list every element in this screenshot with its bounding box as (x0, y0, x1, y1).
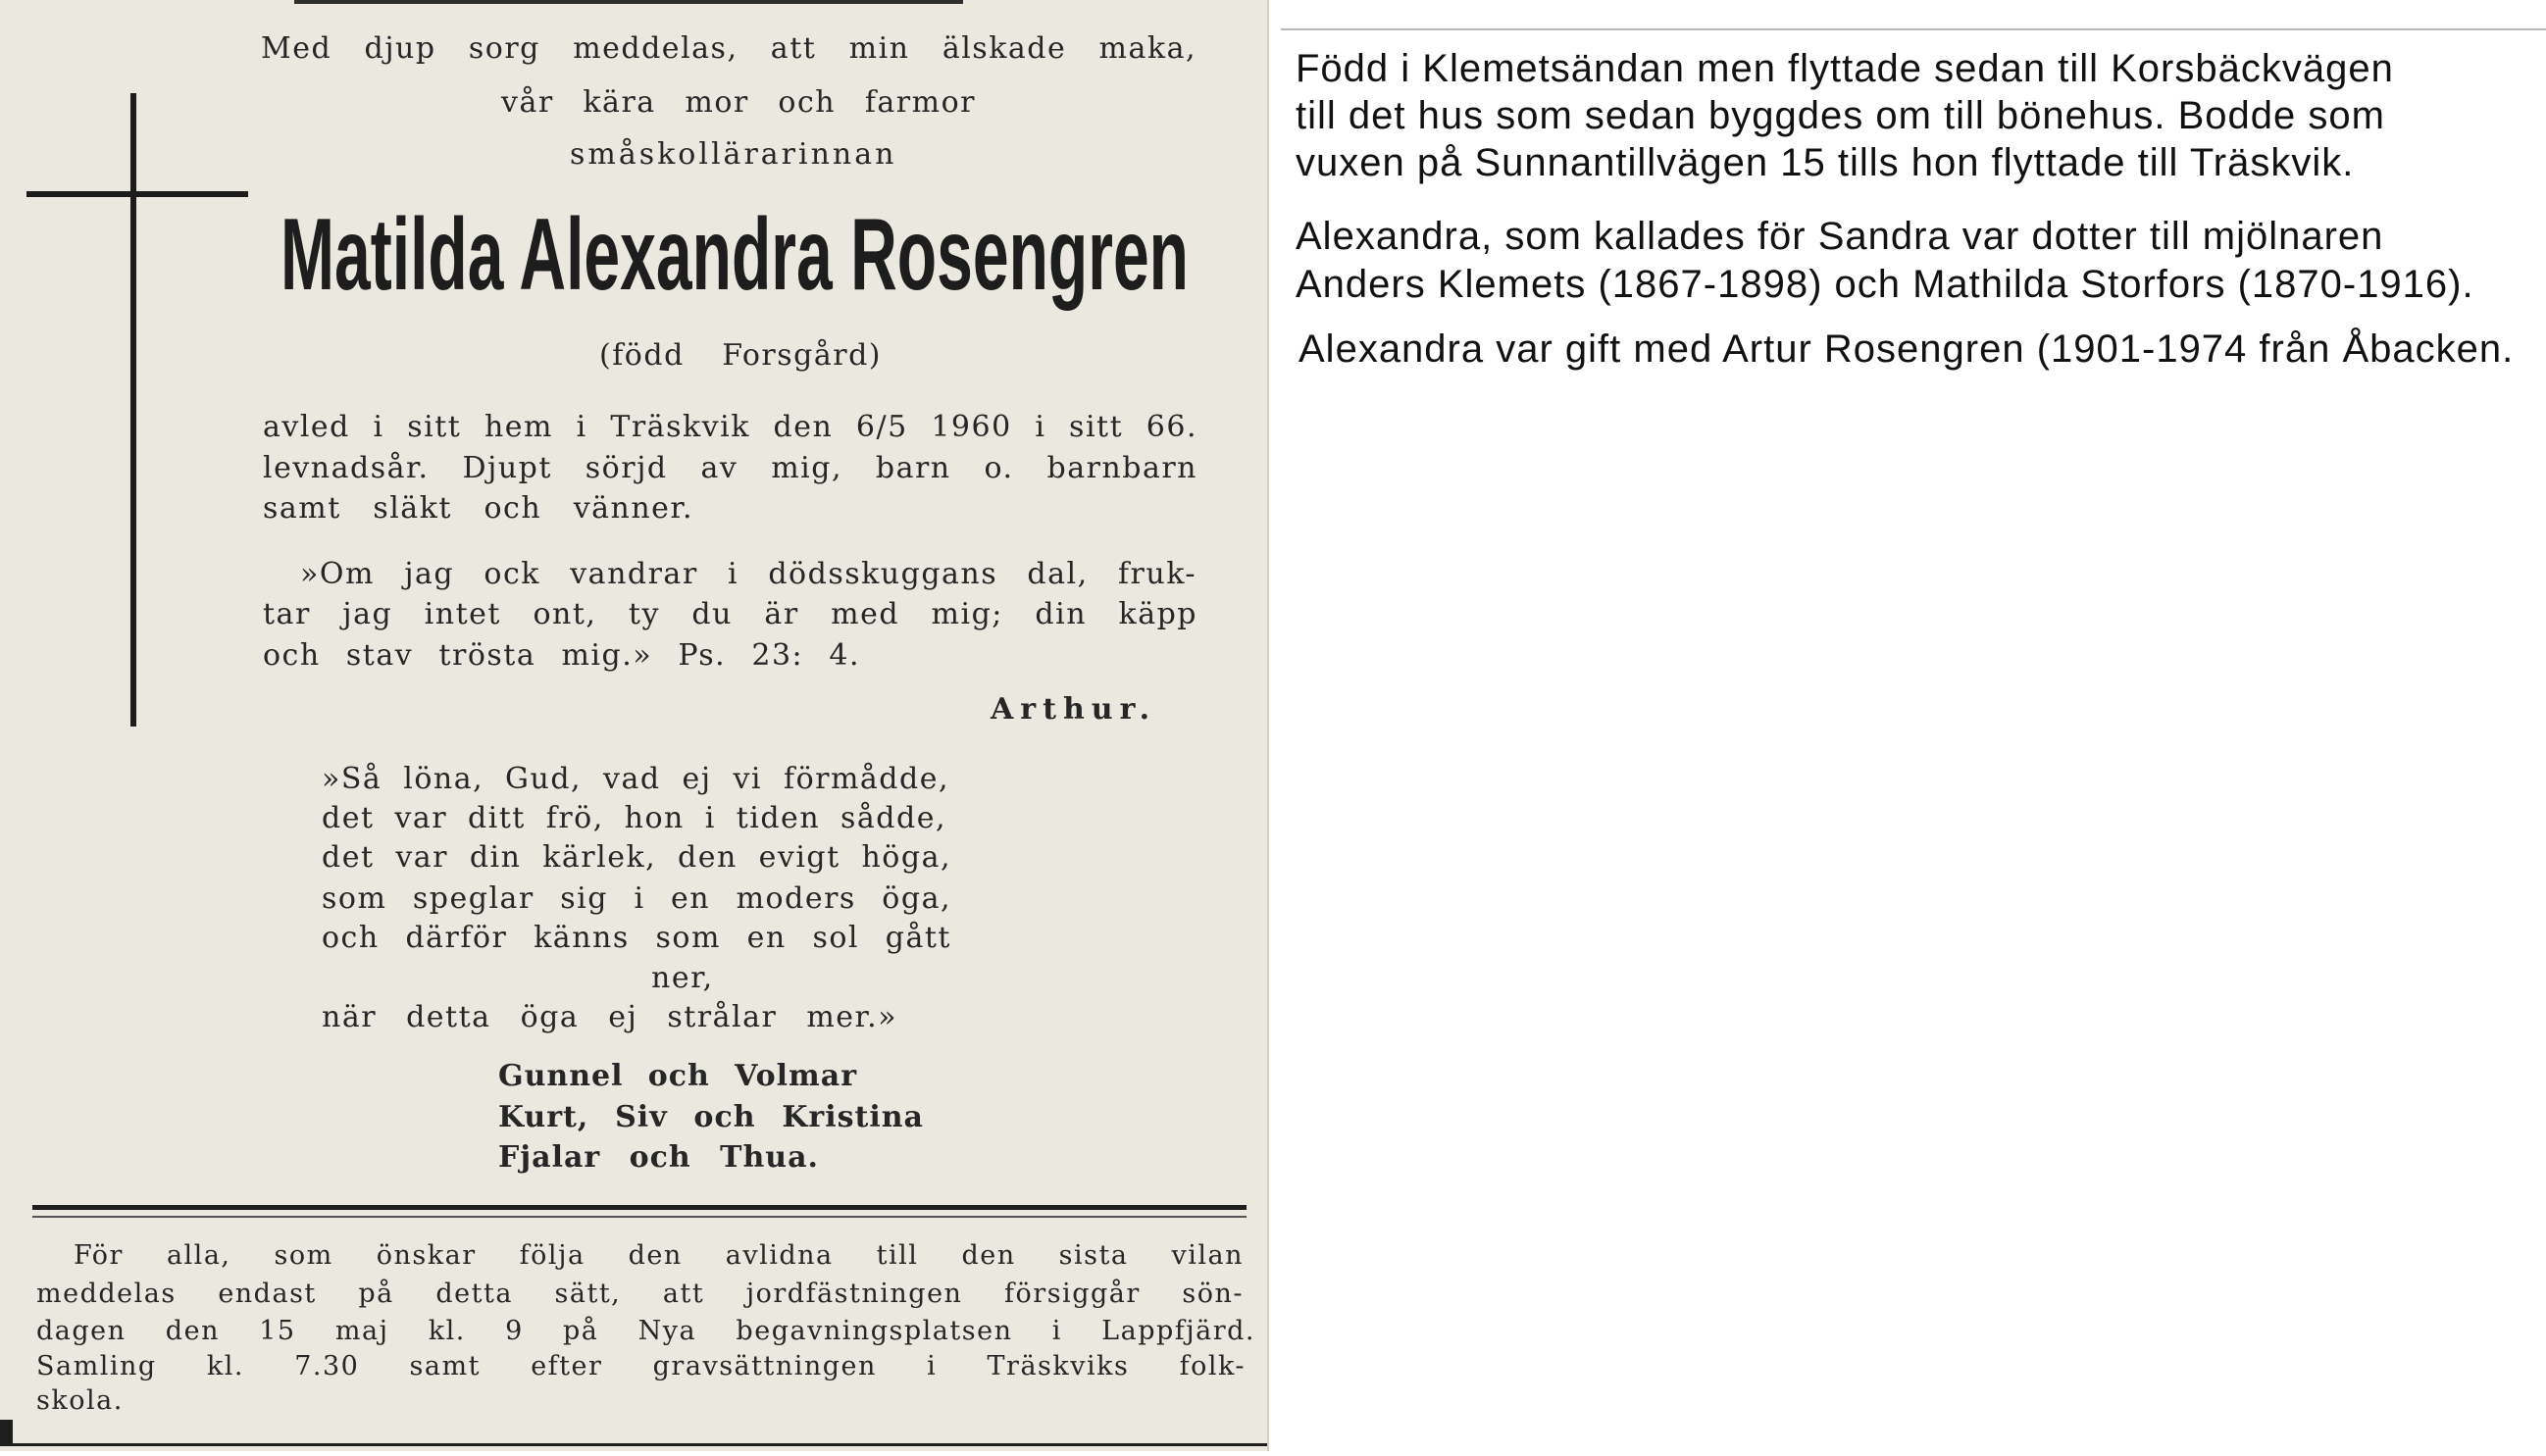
psalm-verse-line: och stav trösta mig.» Ps. 23: 4. (263, 638, 860, 673)
poem-line: det var ditt frö, hon i tiden sådde, (322, 801, 946, 835)
separator-rule-thin (32, 1216, 1247, 1218)
funeral-notice-line: För alla, som önskar följa den avlidna till den sista vilan (74, 1240, 1244, 1271)
psalm-verse-line: »Om jag ock vandrar i dödsskuggans dal, fruk- (300, 557, 1197, 591)
deceased-name: Matilda Alexandra Rosengren (280, 198, 1190, 312)
death-notice-line: samt släkt och vänner. (263, 491, 693, 526)
death-notice-line: levnadsår. Djupt sörjd av mig, barn o. barnbarn (263, 451, 1197, 485)
cross-vertical-bar (130, 93, 136, 727)
newspaper-clipping (0, 0, 1269, 1451)
note-line: till det hus som sedan byggdes om till bönehus. Bodde som (1296, 94, 2385, 137)
death-notice-line: avled i sitt hem i Träskvik den 6/5 1960 i sitt 66. (263, 410, 1197, 444)
poem-line: och därför känns som en sol gått (322, 921, 951, 955)
separator-rule (32, 1205, 1247, 1210)
intro-line: Med djup sorg meddelas, att min älskade maka, (261, 31, 1197, 66)
clipping-corner-mark (0, 1420, 13, 1445)
cross-horizontal-bar (26, 191, 248, 197)
note-line: Alexandra var gift med Artur Rosengren (1901-1974 från Åbacken. (1298, 327, 2515, 371)
note-line: Född i Klemetsändan men flyttade sedan till Korsbäckvägen (1296, 47, 2394, 90)
poem-line: ner, (651, 961, 714, 995)
poem-line: som speglar sig i en moders öga, (322, 881, 951, 916)
poem-signature-line: Kurt, Siv och Kristina (498, 1100, 924, 1134)
clipping-top-edge (294, 0, 963, 4)
verse-signature: Arthur. (991, 692, 1157, 727)
psalm-verse-line: tar jag intet ont, ty du är med mig; din käpp (263, 597, 1197, 631)
note-line: vuxen på Sunnantillvägen 15 tills hon flyttade till Träskvik. (1296, 141, 2355, 184)
maiden-name: (född Forsgård) (599, 338, 882, 373)
note-line: Alexandra, som kallades för Sandra var dotter till mjölnaren (1296, 215, 2384, 258)
funeral-notice-line: skola. (36, 1385, 124, 1416)
note-line: Anders Klemets (1867-1898) och Mathilda Storfors (1870-1916). (1296, 263, 2474, 306)
poem-signature-line: Gunnel och Volmar (498, 1059, 857, 1093)
funeral-notice-line: dagen den 15 maj kl. 9 på Nya begavningsplatsen i Lappfjärd. (36, 1316, 1255, 1346)
intro-line: vår kära mor och farmor (501, 85, 976, 120)
intro-line: småskollärarinnan (570, 137, 897, 172)
funeral-notice-line: Samling kl. 7.30 samt efter gravsättningen i Träskviks folk- (36, 1351, 1246, 1381)
poem-line: det var din kärlek, den evigt höga, (322, 840, 951, 875)
poem-line: »Så löna, Gud, vad ej vi förmådde, (322, 762, 949, 796)
notes-top-rule (1281, 28, 2546, 30)
clipping-bottom-rule (0, 1443, 1267, 1446)
funeral-notice-line: meddelas endast på detta sätt, att jordfästningen försiggår sön- (36, 1279, 1244, 1309)
poem-line: när detta öga ej strålar mer.» (322, 1000, 897, 1034)
poem-signature-line: Fjalar och Thua. (498, 1140, 819, 1175)
